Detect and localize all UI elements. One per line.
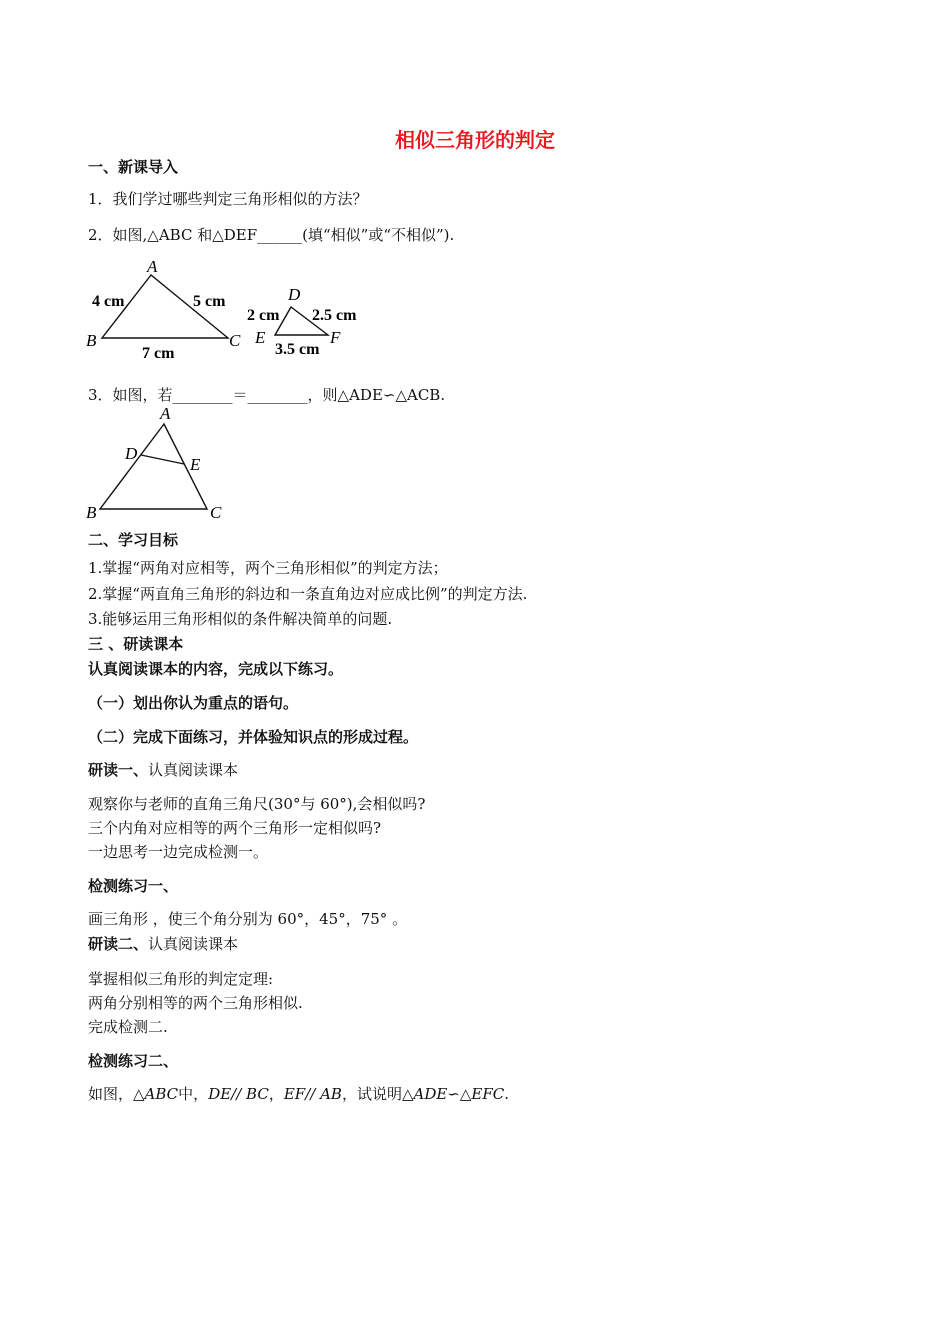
reading-2-heading: 研读二、 [88, 935, 149, 953]
goal-1: 1.掌握“两角对应相等，两个三角形相似”的判定方法； [88, 559, 448, 577]
label-A: A [160, 404, 171, 423]
label-B: B [86, 331, 97, 350]
goal-2: 2.掌握“两直角三角形的斜边和一条直角边对应成比例”的判定方法. [88, 585, 528, 603]
measure-DF: 2.5 cm [312, 307, 357, 324]
label-C: C [210, 503, 222, 522]
reading-2-line-2: 两角分别相等的两个三角形相似. [88, 994, 303, 1012]
label-C: C [229, 331, 241, 350]
measure-AC: 5 cm [193, 293, 226, 310]
study-intro: 认真阅读课本的内容，完成以下练习。 [88, 660, 344, 678]
label-B: B [86, 503, 97, 522]
measure-AB: 4 cm [92, 293, 125, 310]
check-1-text: 画三角形 ，使三个角分别为 60°，45°，75° 。 [88, 910, 408, 928]
section-heading-goals: 二、学习目标 [88, 531, 179, 549]
measure-DE: 2 cm [247, 307, 280, 324]
reading-1-line-3: 一边思考一边完成检测一。 [88, 843, 269, 861]
label-F: F [330, 328, 341, 347]
check-2-text: 如图，△ABC中，DE// BC，EF// AB，试说明△ADE∽△EFC. [88, 1085, 510, 1103]
reading-1-text: 认真阅读课本 [148, 761, 239, 779]
reading-1-line-1: 观察你与老师的直角三角尺(30°与 60°),会相似吗? [88, 795, 426, 813]
reading-2-line-1: 掌握相似三角形的判定定理: [88, 970, 274, 988]
question-1: 1．我们学过哪些判定三角形相似的方法？ [88, 190, 368, 208]
measure-BC: 7 cm [142, 345, 175, 362]
figure-triangles-abc-def [80, 250, 380, 370]
check-1-heading: 检测练习一、 [88, 877, 179, 895]
question-3: 3．如图，若________＝________，则△ADE∽△ACB. [88, 386, 446, 404]
reading-1-line [88, 761, 238, 779]
section-heading-intro: 一、新课导入 [88, 158, 179, 176]
label-D: D [125, 444, 138, 463]
study-part-1: （一）划出你认为重点的语句。 [88, 694, 299, 712]
page-title: 相似三角形的判定 [395, 128, 555, 152]
question-2: 2．如图,△ABC 和△DEF______(填“相似”或“不相似”). [88, 226, 455, 244]
reading-2-line [88, 935, 238, 953]
label-D: D [288, 285, 301, 304]
section-heading-study: 三 、研读课本 [88, 635, 184, 653]
label-A: A [147, 257, 158, 276]
check-2-heading: 检测练习二、 [88, 1052, 179, 1070]
label-E: E [190, 455, 201, 474]
figure-triangle-ade-acb [80, 402, 240, 527]
study-part-2: （二）完成下面练习，并体验知识点的形成过程。 [88, 728, 419, 746]
goal-3: 3.能够运用三角形相似的条件解决简单的问题. [88, 610, 393, 628]
reading-1-heading: 研读一、 [88, 761, 149, 779]
reading-2-line-3: 完成检测二. [88, 1018, 168, 1036]
reading-1-line-2: 三个内角对应相等的两个三角形一定相似吗? [88, 819, 382, 837]
label-E: E [255, 328, 266, 347]
reading-2-text: 认真阅读课本 [148, 935, 239, 953]
measure-EF: 3.5 cm [275, 341, 320, 358]
